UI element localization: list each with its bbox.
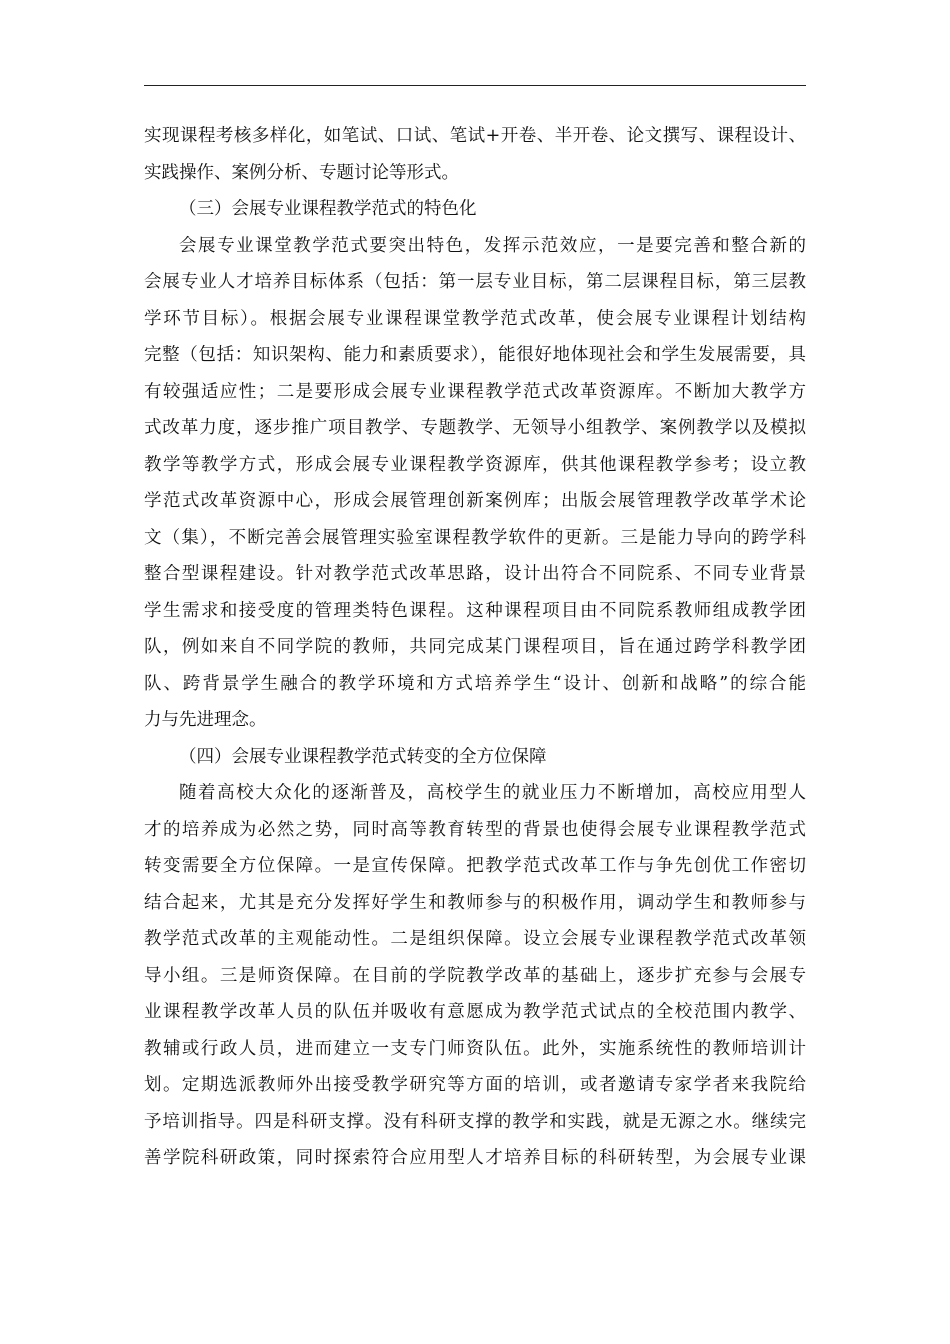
text-line: 随着高校大众化的逐渐普及，高校学生的就业压力不断增加，高校应用型人 <box>179 783 806 803</box>
text-line: 结合起来，尤其是充分发挥好学生和教师参与的积极作用，调动学生和教师参与 <box>144 892 806 913</box>
text-line: 学范式改革资源中心，形成会展管理创新案例库；出版会展管理教学改革学术论 <box>144 491 806 511</box>
text-line: 教辅或行政人员，进而建立一支专门师资队伍。此外，实施系统性的教师培训计 <box>144 1038 806 1059</box>
text-line: 学环节目标）。根据会展专业课程课堂教学范式改革，使会展专业课程计划结构 <box>144 308 806 329</box>
document-body <box>144 118 806 1177</box>
text-line: 整合型课程建设。针对教学范式改革思路，设计出符合不同院系、不同专业背景 <box>144 564 806 584</box>
text-line: 教学等教学方式，形成会展专业课程教学资源库，供其他课程教学参考；设立教 <box>144 454 806 475</box>
text-line: 实践操作、案例分析、专题讨论等形式。 <box>144 162 459 183</box>
text-line: 队，例如来自不同学院的教师，共同完成某门课程项目，旨在通过跨学科教学团 <box>144 637 806 657</box>
text-line: 力与先进理念。 <box>144 710 267 730</box>
section-heading-3: （三）会展专业课程教学范式的特色化 <box>179 199 477 219</box>
text-line: 予培训指导。四是科研支撑。没有科研支撑的教学和实践，就是无源之水。继续完 <box>144 1111 806 1132</box>
text-line: 才的培养成为必然之势，同时高等教育转型的背景也使得会展专业课程教学范式 <box>144 819 806 840</box>
text-line: 有较强适应性；二是要形成会展专业课程教学范式改革资源库。不断加大教学方 <box>144 381 806 402</box>
text-line: 业课程教学改革人员的队伍并吸收有意愿成为教学范式试点的全校范围内教学、 <box>144 1002 806 1022</box>
text-line: 转变需要全方位保障。一是宣传保障。把教学范式改革工作与争先创优工作密切 <box>144 856 806 876</box>
text-line: 会展专业课堂教学范式要突出特色，发挥示范效应，一是要完善和整合新的 <box>179 235 806 256</box>
text-line: 教学范式改革的主观能动性。二是组织保障。设立会展专业课程教学范式改革领 <box>144 929 806 949</box>
text-line: 实现课程考核多样化，如笔试、口试、笔试+开卷、半开卷、论文撰写、课程设计、 <box>144 126 806 146</box>
text-line: 队、跨背景学生融合的教学环境和方式培养学生“设计、创新和战略”的综合能 <box>144 673 806 694</box>
text-line: 导小组。三是师资保障。在目前的学院教学改革的基础上，逐步扩充参与会展专 <box>144 965 806 986</box>
text-line: 会展专业人才培养目标体系（包括：第一层专业目标，第二层课程目标，第三层教 <box>144 272 806 292</box>
header-rule <box>144 85 806 86</box>
text-line: 式改革力度，逐步推广项目教学、专题教学、无领导小组教学、案例教学以及模拟 <box>144 418 806 438</box>
text-line: 善学院科研政策，同时探索符合应用型人才培养目标的科研转型，为会展专业课 <box>144 1148 806 1168</box>
text-line: 文（集），不断完善会展管理实验室课程教学软件的更新。三是能力导向的跨学科 <box>144 527 806 548</box>
text-line: 完整（包括：知识架构、能力和素质要求），能很好地体现社会和学生发展需要，具 <box>144 345 806 365</box>
section-heading-4: （四）会展专业课程教学范式转变的全方位保障 <box>179 746 547 767</box>
text-line: 划。定期选派教师外出接受教学研究等方面的培训，或者邀请专家学者来我院给 <box>144 1075 806 1095</box>
text-line: 学生需求和接受度的管理类特色课程。这种课程项目由不同院系教师组成教学团 <box>144 600 806 621</box>
